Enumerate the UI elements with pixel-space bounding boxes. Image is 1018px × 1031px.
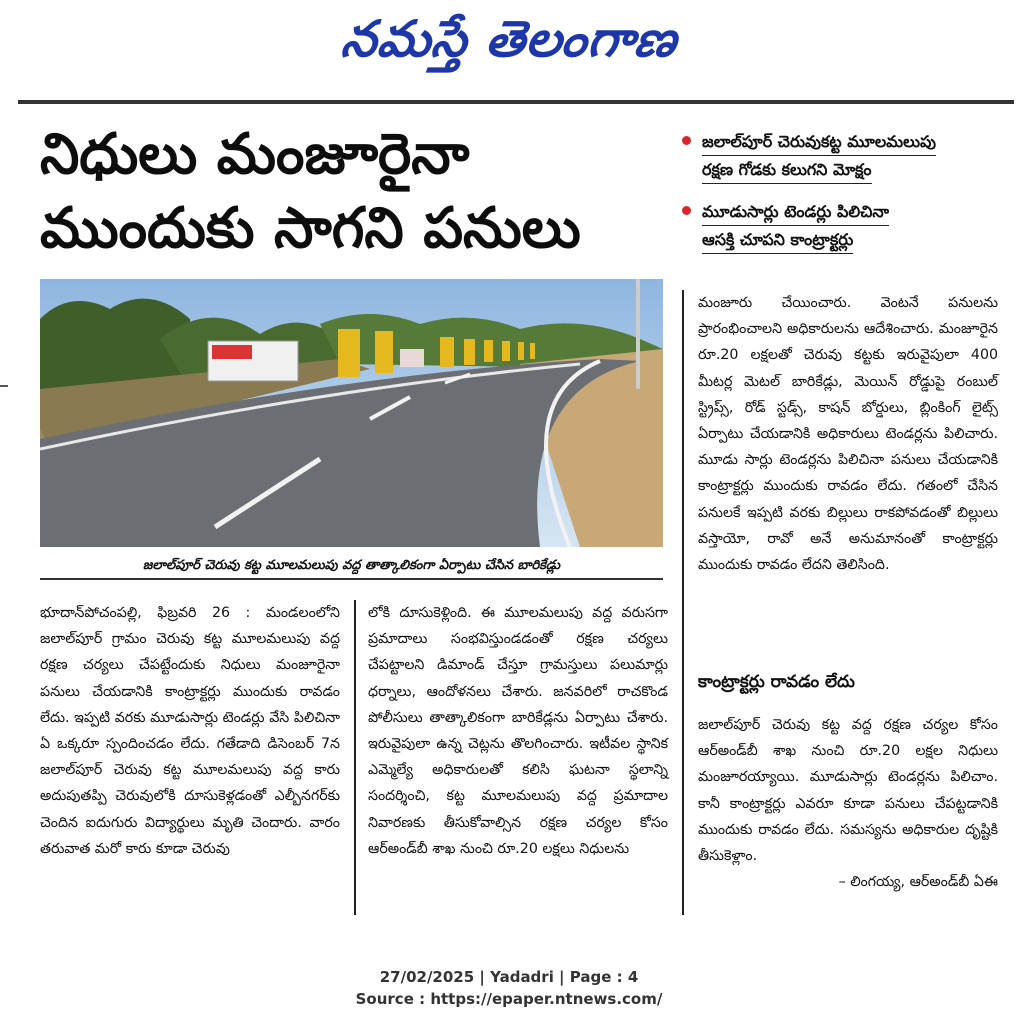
- bullet-dot-icon: [682, 136, 691, 145]
- highlight-item: [680, 198, 1000, 254]
- subheading: కాంట్రాక్టర్లు రావడం లేదు: [698, 672, 855, 692]
- article-paragraph: లోకి దూసుకెళ్లింది. ఈ మూలమలుపు వద్ద వరుసగా ప్రమాదాలు సంభవిస్తుండడంతో రక్షణ చర్యలు చేపట్టాలని డిమాండ్ చేస్తూ గ్రామస్తులు పలుమార్లు ధర్నాలు, ఆందోళనలు చేశారు. జనవరిలో రాచకొండ పోలీసులు తాత్కాలికంగా బారికేడ్లను ఏర్పాటు చేశారు. ఇరువైపులా ఉన్న చెట్లను తొలగించారు. ఇటీవల స్థానిక ఎమ్మెల్యే అధికారులతో కలిసి ఘటనా స్థలాన్ని సందర్శించి, కట్ట మూలమలుపు వద్ద ప్రమాదాల నివారణకు తీసుకోవాల్సిన రక్షణ చర్యల కోసం ఆర్అండ్‌బీ శాఖ నుంచి రూ.20 లక్షలు నిధులను: [368, 605, 668, 857]
- highlight-line: మూడుసార్లు టెండర్లు పిలిచినా: [702, 198, 889, 226]
- headline: [40, 118, 670, 266]
- fold-mark: [0, 385, 8, 387]
- article-column-3: [698, 290, 998, 578]
- article-column-1: [40, 600, 340, 862]
- article-paragraph: మంజూరు చేయించారు. వెంటనే పనులను ప్రారంభించాలని అధికారులను ఆదేశించారు. మంజూరైన రూ.20 లక్షలతో చెరువు కట్టకు ఇరువైపులా 400 మీటర్ల మెటల్ బారికేడ్లు, మెయిన్ రోడ్డుపై రంబుల్ స్ట్రిప్స్, రోడ్ స్టడ్స్, కాషన్ బోర్డులు, బ్లింకింగ్ లైట్స్ ఏర్పాటు చేయడానికి అధికారులు టెండర్లను పిలిచారు. మూడు సార్లు టెండర్లను పిలిచినా పనులు చేయడానికి కాంట్రాక్టర్లు ముందుకు రావడం లేదు. గతంలో చేసిన పనులకే ఇప్పటి వరకు బిల్లులు రాకపోవడంతో బిల్లులు వస్తాయో, రావో అనే అనుమానంతో కాంట్రాక్టర్లు ముందుకు రావడం లేదని తెలిసింది.: [698, 295, 998, 574]
- column-divider: [682, 290, 684, 915]
- quote-signature: – లింగయ్య, ఆర్అండ్‌బీ ఏఈ: [838, 874, 998, 891]
- photo-caption: జలాల్‌పూర్ చెరువు కట్ట మూలమలుపు వద్ద తాత్కాలికంగా ఏర్పాటు చేసిన బారికేడ్లు: [40, 556, 663, 580]
- highlights: [680, 128, 1000, 268]
- masthead: [0, 0, 1018, 80]
- newspaper-title: నమస్తే తెలంగాణ: [338, 10, 681, 68]
- highlight-line: జలాల్‌పూర్ చెరువుకట్ట మూలమలుపు: [702, 128, 936, 156]
- news-photo: [40, 279, 663, 547]
- footer-source-link[interactable]: Source : https://epaper.ntnews.com/: [355, 990, 663, 1008]
- quote-paragraph: జలాల్‌పూర్ చెరువు కట్ట వద్ద రక్షణ చర్యల కోసం ఆర్అండ్‌బీ శాఖ నుంచి రూ.20 లక్షల నిధులు మంజూరయ్యాయి. మూడుసార్లు టెండర్లను పిలిచాం. కానీ కాంట్రాక్టర్లు ఎవరూ కూడా పనులు చేపట్టడానికి ముందుకు రావడం లేదు. సమస్యను అధికారుల దృష్టికి తీసుకెళ్లాం.: [698, 717, 998, 865]
- headline-line-2: ముందుకు సాగని పనులు: [40, 196, 581, 261]
- top-divider: [18, 100, 1014, 104]
- article-paragraph: భూదాన్‌పోచంపల్లి, ఫిబ్రవరి 26 : మండలంలోని జలాల్‌పూర్ గ్రామం చెరువు కట్ట మూలమలుపు వద్ద రక్షణ చర్యలు చేపట్టేందుకు నిధులు మంజూరైనా పనులు చేయడానికి కాంట్రాక్టర్లు ముందుకు రావడం లేదు. ఇప్పటి వరకు మూడుసార్లు టెండర్లు వేసి పిలిచినా ఏ ఒక్కరూ స్పందించడం లేదు. గతేడాది డిసెంబర్ 7న జలాల్‌పూర్ చెరువు కట్ట మూలమలుపు వద్ద కారు అదుపుతప్పి చెరువులోకి దూసుకెళ్లడంతో ఎల్బీనగర్‌కు చెందిన ఐదుగురు విద్యార్థులు మృతి చెందారు. వారం తరువాత మరో కారు కూడా చెరువు: [40, 605, 340, 857]
- column-divider: [354, 600, 356, 915]
- road-photo-illustration: [40, 279, 663, 547]
- highlight-line: రక్షణ గోడకు కలుగని మోక్షం: [702, 156, 872, 184]
- headline-line-1: నిధులు మంజూరైనా: [40, 122, 470, 187]
- article-column-2: [368, 600, 668, 862]
- highlight-line: ఆసక్తి చూపని కాంట్రాక్టర్లు: [702, 226, 853, 254]
- highlight-item: [680, 128, 1000, 184]
- bullet-dot-icon: [682, 206, 691, 215]
- footer-date-line: 27/02/2025 | Yadadri | Page : 4: [379, 968, 639, 986]
- quote-block: [698, 712, 998, 895]
